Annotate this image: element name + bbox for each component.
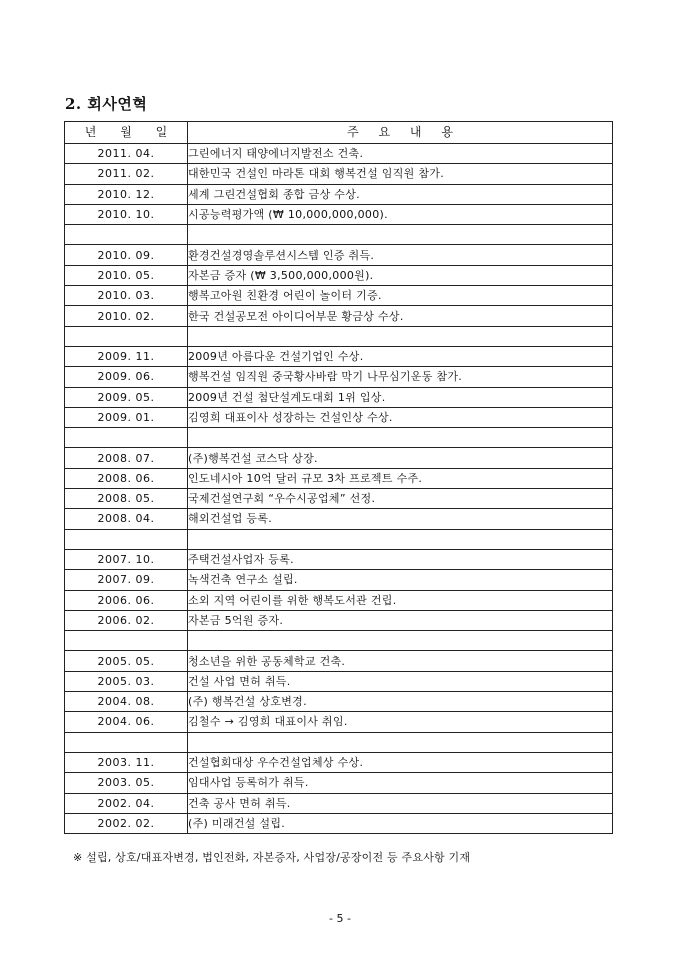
row-date: 2006. 06. [65,590,188,610]
table-row [65,570,613,590]
row-date [65,326,188,346]
row-date: 2003. 11. [65,752,188,772]
row-content: 시공능력평가액 (₩ 10,000,000,000). [188,204,613,224]
row-date [65,631,188,651]
table-row [65,793,613,813]
row-date: 2007. 09. [65,570,188,590]
row-date: 2009. 11. [65,346,188,366]
row-content: 2009년 건설 첨단설계도대회 1위 입상. [188,387,613,407]
row-date: 2002. 04. [65,793,188,813]
row-date: 2010. 03. [65,286,188,306]
table-row [65,286,613,306]
table-row [65,184,613,204]
table-row [65,468,613,488]
row-content: 건축 공사 면허 취득. [188,793,613,813]
row-date: 2005. 05. [65,651,188,671]
row-content: 녹색건축 연구소 설립. [188,570,613,590]
table-row [65,509,613,529]
table-row [65,306,613,326]
row-content: (주) 행복건설 상호변경. [188,692,613,712]
table-row [65,225,613,245]
table-row [65,712,613,732]
row-content: 건설 사업 면허 취득. [188,671,613,691]
row-content [188,225,613,245]
row-date: 2010. 12. [65,184,188,204]
table-row [65,671,613,691]
table-row [65,692,613,712]
history-table-body [65,144,613,834]
table-row [65,549,613,569]
row-content: (주)행복건설 코스닥 상장. [188,448,613,468]
table-row [65,732,613,752]
row-content: 국제건설연구회 “우수시공업체” 선정. [188,489,613,509]
row-date: 2006. 02. [65,610,188,630]
row-date: 2008. 05. [65,489,188,509]
row-date: 2008. 04. [65,509,188,529]
table-row [65,245,613,265]
row-content: 소외 지역 어린이를 위한 행복도서관 건립. [188,590,613,610]
row-content: 대한민국 건설인 마라톤 대회 행복건설 임직원 참가. [188,164,613,184]
table-row [65,590,613,610]
row-content [188,631,613,651]
table-row [65,204,613,224]
row-content [188,326,613,346]
page-number: - 5 - [329,912,351,925]
row-date: 2005. 03. [65,671,188,691]
row-content [188,529,613,549]
row-date: 2008. 07. [65,448,188,468]
row-date [65,732,188,752]
table-row [65,813,613,833]
row-date: 2010. 02. [65,306,188,326]
table-row [65,265,613,285]
row-content: 인도네시아 10억 달러 규모 3차 프로젝트 수주. [188,468,613,488]
row-content [188,732,613,752]
row-content: 행복고아원 친환경 어린이 놀이터 기증. [188,286,613,306]
row-content: 2009년 아름다운 건설기업인 수상. [188,346,613,366]
row-content: (주) 미래건설 설립. [188,813,613,833]
content-column-header: 주 요 내 용 [188,122,613,144]
row-date: 2010. 09. [65,245,188,265]
row-content: 한국 건설공모전 아이디어부문 황금상 수상. [188,306,613,326]
table-row [65,407,613,427]
row-date [65,529,188,549]
section-title: 2. 회사연혁 [65,95,148,113]
row-content: 그린에너지 태양에너지발전소 건축. [188,144,613,164]
table-row [65,144,613,164]
row-date: 2011. 04. [65,144,188,164]
table-row [65,529,613,549]
footnote: ※ 설립, 상호/대표자변경, 법인전화, 자본증자, 사업장/공장이전 등 주요사항 기재 [73,851,471,864]
table-header-row [65,122,613,144]
row-content: 자본금 증자 (₩ 3,500,000,000원). [188,265,613,285]
row-date: 2011. 02. [65,164,188,184]
table-row [65,448,613,468]
table-row [65,164,613,184]
row-date: 2009. 06. [65,367,188,387]
row-date [65,428,188,448]
table-row [65,489,613,509]
row-date: 2009. 01. [65,407,188,427]
row-date: 2004. 06. [65,712,188,732]
row-content: 김철수 → 김영희 대표이사 취임. [188,712,613,732]
table-row [65,367,613,387]
table-row [65,773,613,793]
row-date: 2009. 05. [65,387,188,407]
table-row [65,610,613,630]
row-date: 2007. 10. [65,549,188,569]
row-content: 청소년을 위한 공동체학교 건축. [188,651,613,671]
row-date: 2010. 05. [65,265,188,285]
row-date [65,225,188,245]
row-content [188,428,613,448]
row-content: 김영희 대표이사 성장하는 건설인상 수상. [188,407,613,427]
history-table [64,121,613,834]
table-row [65,346,613,366]
table-row [65,651,613,671]
table-row [65,428,613,448]
row-date: 2003. 05. [65,773,188,793]
table-row [65,326,613,346]
table-row [65,752,613,772]
row-content: 환경건설경영솔루션시스템 인증 취득. [188,245,613,265]
row-content: 해외건설업 등록. [188,509,613,529]
row-content: 임대사업 등록허가 취득. [188,773,613,793]
row-content: 건설협회대상 우수건설업체상 수상. [188,752,613,772]
row-content: 세계 그린건설협회 종합 금상 수상. [188,184,613,204]
row-date: 2002. 02. [65,813,188,833]
row-content: 자본금 5억원 증자. [188,610,613,630]
row-date: 2008. 06. [65,468,188,488]
table-row [65,631,613,651]
row-content: 행복건설 임직원 중국황사바람 막기 나무심기운동 참가. [188,367,613,387]
date-column-header: 년 월 일 [65,122,188,144]
row-date: 2010. 10. [65,204,188,224]
row-content: 주택건설사업자 등록. [188,549,613,569]
table-row [65,387,613,407]
row-date: 2004. 08. [65,692,188,712]
